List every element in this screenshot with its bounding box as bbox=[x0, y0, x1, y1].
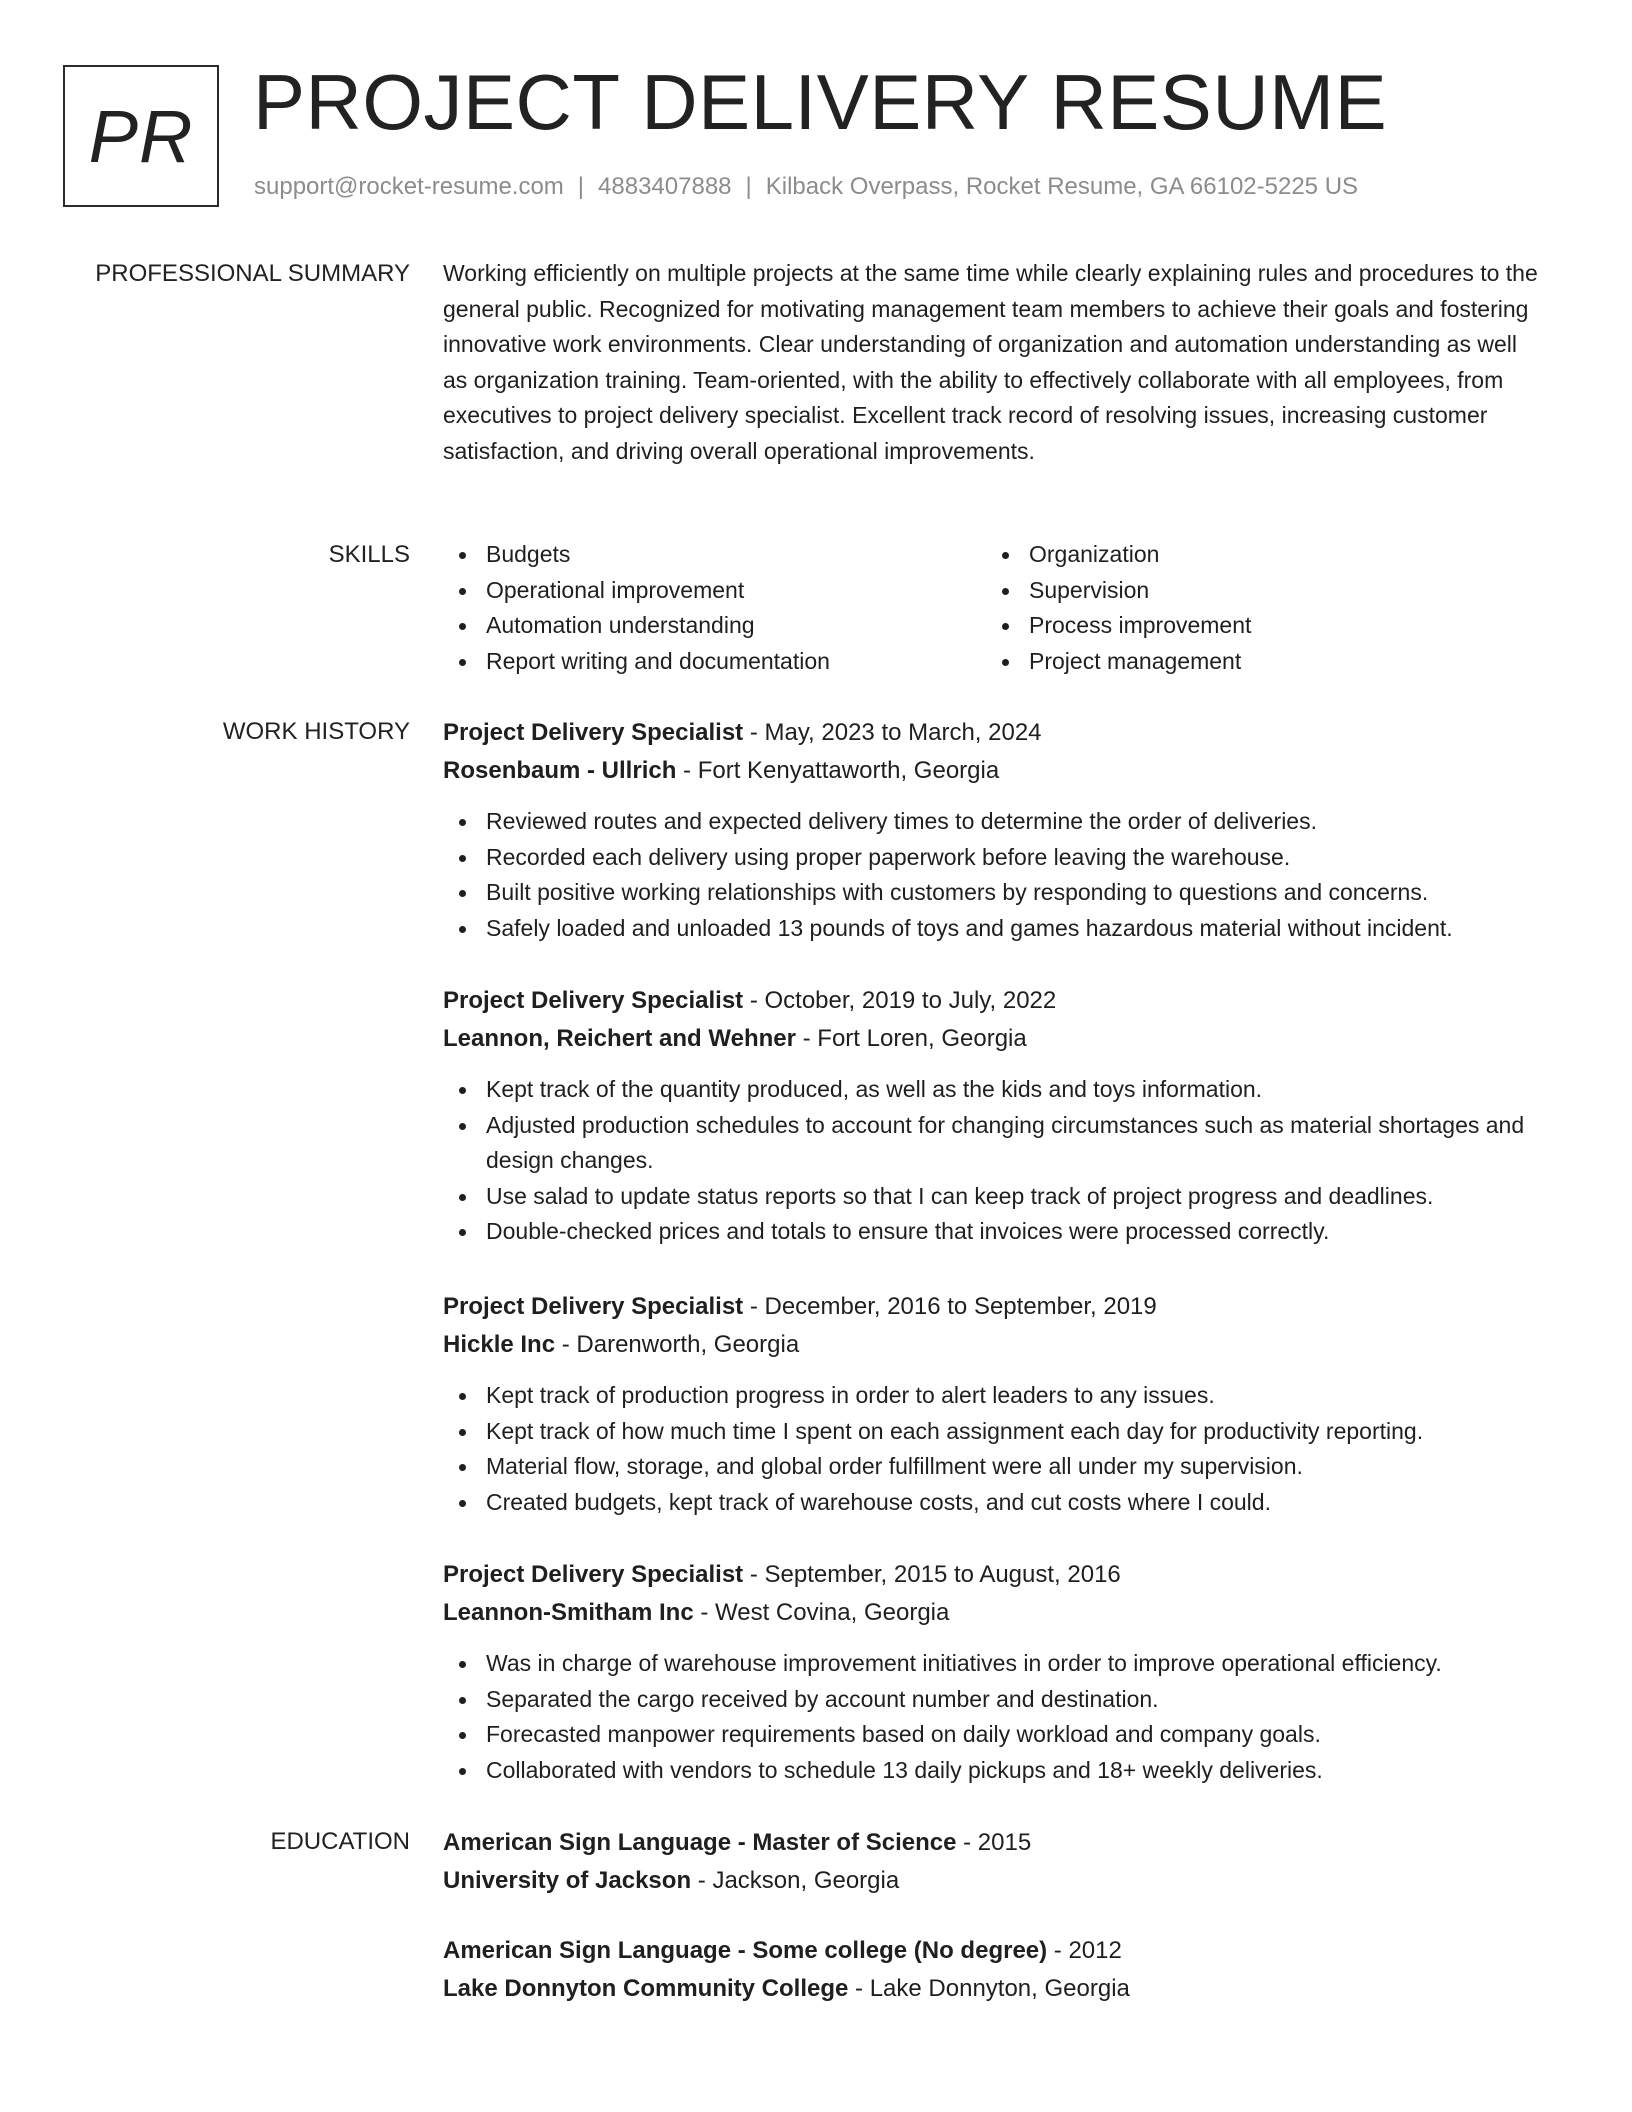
skill-item: Organization bbox=[986, 537, 1529, 573]
skill-item: Project management bbox=[986, 644, 1529, 680]
job-title-line bbox=[443, 982, 1543, 1020]
job-location: - Darenworth, Georgia bbox=[555, 1331, 800, 1358]
skills-column-left bbox=[443, 537, 986, 679]
summary-text: Working efficiently on multiple projects at the same time while clearly explaining rules and procedures to the general public. Recognized for motivating management team members to achieve their goals and fostering innovative work environments. Clear understanding of organization and automation understanding as well as organization training. Team-oriented, with the ability to effectively collaborate with all employees, from executives to project delivery specialist. Excellent track record of resolving issues, increasing customer satisfaction, and driving overall operational improvements. bbox=[443, 260, 1538, 464]
job-title-line bbox=[443, 714, 1543, 752]
job-dates: - October, 2019 to July, 2022 bbox=[743, 987, 1057, 1014]
job-bullet: Separated the cargo received by account number and destination. bbox=[443, 1682, 1543, 1718]
job-entry bbox=[443, 1288, 1543, 1520]
contact-email[interactable]: support@rocket-resume.com bbox=[254, 173, 564, 200]
skill-item: Budgets bbox=[443, 537, 986, 573]
job-title-line bbox=[443, 1556, 1543, 1594]
education-entry bbox=[443, 1932, 1543, 2008]
skills-column-right bbox=[986, 537, 1529, 679]
job-location: - West Covina, Georgia bbox=[693, 1599, 950, 1626]
skill-item: Supervision bbox=[986, 573, 1529, 609]
education-degree-line bbox=[443, 1824, 1543, 1862]
job-bullet: Safely loaded and unloaded 13 pounds of toys and games hazardous material without incident. bbox=[443, 911, 1543, 947]
education-degree: American Sign Language - Some college (No degree) bbox=[443, 1937, 1048, 1964]
job-dates: - December, 2016 to September, 2019 bbox=[743, 1293, 1157, 1320]
education-year: - 2015 bbox=[956, 1829, 1032, 1856]
education-school: Lake Donnyton Community College bbox=[443, 1975, 849, 2002]
section-label-skills: SKILLS bbox=[328, 541, 410, 568]
education-school-line bbox=[443, 1970, 1543, 2008]
job-bullet: Recorded each delivery using proper paperwork before leaving the warehouse. bbox=[443, 840, 1543, 876]
job-bullet: Collaborated with vendors to schedule 13 daily pickups and 18+ weekly deliveries. bbox=[443, 1753, 1543, 1789]
job-bullet: Material flow, storage, and global order fulfillment were all under my supervision. bbox=[443, 1449, 1543, 1485]
job-bullet-list bbox=[443, 1072, 1543, 1250]
job-bullet: Was in charge of warehouse improvement initiatives in order to improve operational efficiency. bbox=[443, 1646, 1543, 1682]
job-company-line bbox=[443, 1594, 1543, 1632]
contact-address: Kilback Overpass, Rocket Resume, GA 66102-5225 US bbox=[765, 173, 1359, 200]
job-entry bbox=[443, 714, 1543, 946]
education-degree: American Sign Language - Master of Science bbox=[443, 1829, 957, 1856]
job-title-line bbox=[443, 1288, 1543, 1326]
section-label-summary: PROFESSIONAL SUMMARY bbox=[95, 260, 410, 287]
summary-body bbox=[443, 256, 1543, 469]
job-dates: - September, 2015 to August, 2016 bbox=[743, 1561, 1121, 1588]
job-bullet: Created budgets, kept track of warehouse costs, and cut costs where I could. bbox=[443, 1485, 1543, 1521]
skill-item: Process improvement bbox=[986, 608, 1529, 644]
contact-separator: | bbox=[745, 173, 752, 200]
contact-line bbox=[254, 173, 1358, 201]
job-bullet: Use salad to update status reports so that I can keep track of project progress and deadlines. bbox=[443, 1179, 1543, 1215]
job-bullet: Forecasted manpower requirements based on daily workload and company goals. bbox=[443, 1717, 1543, 1753]
contact-phone[interactable]: 4883407888 bbox=[598, 173, 732, 200]
section-label-work-history: WORK HISTORY bbox=[222, 718, 410, 745]
job-bullet: Kept track of production progress in order to alert leaders to any issues. bbox=[443, 1378, 1543, 1414]
education-entry bbox=[443, 1824, 1543, 1900]
skill-item: Report writing and documentation bbox=[443, 644, 986, 680]
job-title: Project Delivery Specialist bbox=[443, 719, 744, 746]
job-title: Project Delivery Specialist bbox=[443, 1561, 744, 1588]
job-company: Leannon-Smitham Inc bbox=[443, 1599, 694, 1626]
job-title: Project Delivery Specialist bbox=[443, 1293, 744, 1320]
contact-separator: | bbox=[577, 173, 585, 200]
job-entry bbox=[443, 982, 1543, 1250]
monogram-initials: PR bbox=[88, 94, 194, 178]
skill-item: Operational improvement bbox=[443, 573, 986, 609]
job-bullet: Kept track of the quantity produced, as well as the kids and toys information. bbox=[443, 1072, 1543, 1108]
job-location: - Fort Kenyattaworth, Georgia bbox=[676, 757, 1000, 784]
job-title: Project Delivery Specialist bbox=[443, 987, 744, 1014]
skills-body bbox=[443, 537, 1543, 679]
job-bullet: Reviewed routes and expected delivery times to determine the order of deliveries. bbox=[443, 804, 1543, 840]
monogram-box bbox=[63, 65, 219, 207]
job-bullet: Double-checked prices and totals to ensure that invoices were processed correctly. bbox=[443, 1214, 1543, 1250]
job-entry bbox=[443, 1556, 1543, 1788]
job-company: Hickle Inc bbox=[443, 1331, 556, 1358]
job-company: Rosenbaum - Ullrich bbox=[443, 757, 677, 784]
job-bullet: Kept track of how much time I spent on each assignment each day for productivity reporting. bbox=[443, 1414, 1543, 1450]
resume-title: PROJECT DELIVERY RESUME bbox=[253, 58, 1388, 146]
job-bullet-list bbox=[443, 1378, 1543, 1520]
skill-item: Automation understanding bbox=[443, 608, 986, 644]
job-location: - Fort Loren, Georgia bbox=[795, 1025, 1027, 1052]
education-degree-line bbox=[443, 1932, 1543, 1970]
job-company-line bbox=[443, 1326, 1543, 1364]
job-bullet: Built positive working relationships with customers by responding to questions and concerns. bbox=[443, 875, 1543, 911]
job-bullet-list bbox=[443, 1646, 1543, 1788]
job-bullet: Adjusted production schedules to account for changing circumstances such as material shortages and design changes. bbox=[443, 1108, 1543, 1179]
education-year: - 2012 bbox=[1047, 1937, 1122, 1964]
education-school-line bbox=[443, 1862, 1543, 1900]
job-bullet-list bbox=[443, 804, 1543, 946]
job-company-line bbox=[443, 752, 1543, 790]
skills-grid bbox=[443, 537, 1543, 679]
job-company-line bbox=[443, 1020, 1543, 1058]
job-company: Leannon, Reichert and Wehner bbox=[443, 1025, 796, 1052]
education-location: - Lake Donnyton, Georgia bbox=[848, 1975, 1130, 2002]
education-location: - Jackson, Georgia bbox=[691, 1867, 900, 1894]
section-label-education: EDUCATION bbox=[270, 1828, 410, 1855]
job-dates: - May, 2023 to March, 2024 bbox=[743, 719, 1042, 746]
education-school: University of Jackson bbox=[443, 1867, 692, 1894]
